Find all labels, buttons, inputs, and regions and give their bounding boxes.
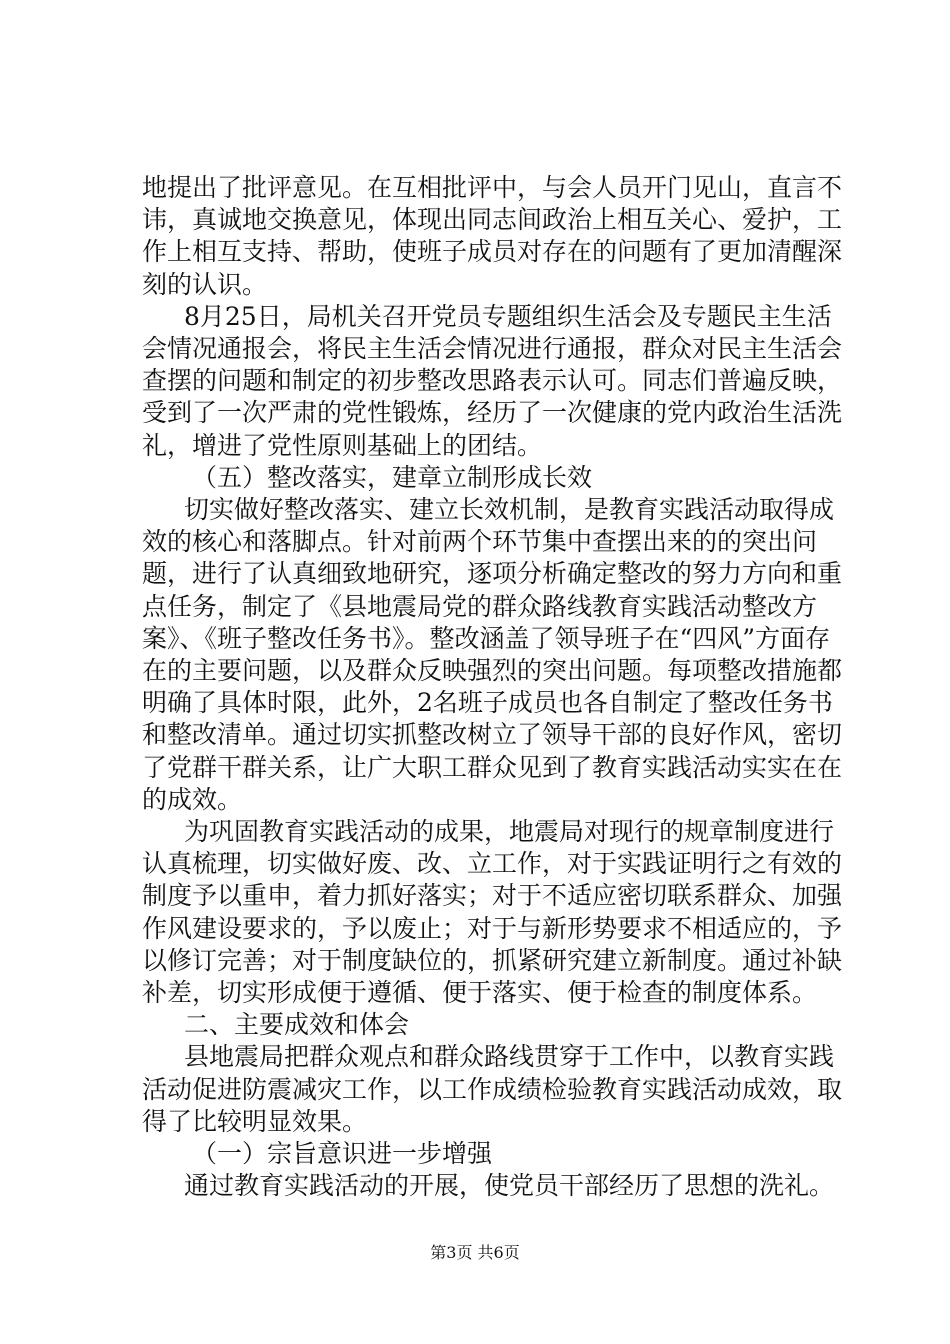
paragraph-continuation: 地提出了批评意见。在互相批评中，与会人员开门见山，直言不讳，真诚地交换意见，体现出同志间政治上相互关心、爱护，工作上相互支持、帮助，使班子成员对存在的问题有了更加清醒深刻的认识。 <box>142 173 843 299</box>
section-heading-rectification: （五）整改落实，建章立制形成长效 <box>192 462 593 492</box>
document-body <box>142 172 842 1203</box>
paragraph-purpose: 通过教育实践活动的开展，使党员干部经历了思想的洗礼。 <box>184 1171 835 1201</box>
page-number-footer: 第3页 共6页 <box>430 1243 520 1262</box>
section-heading-purpose: （一）宗旨意识进一步增强 <box>192 1139 493 1169</box>
paragraph-regulations: 为巩固教育实践活动的成果，地震局对现行的规章制度进行认真梳理，切实做好废、改、立工作，对于实践证明行之有效的制度予以重申，着力抓好落实；对于不适应密切联系群众、加强作风建设要求的，予以废止；对于与新形势要求不相适应的，予以修订完善；对于制度缺位的，抓紧研究建立新制度。通过补缺补差，切实形成便于遵循、便于落实、便于检查的制度体系。 <box>142 817 843 1008</box>
paragraph-results-intro: 县地震局把群众观点和群众路线贯穿于工作中，以教育实践活动促进防震减灾工作，以工作成绩检验教育实践活动成效，取得了比较明显效果。 <box>142 1042 843 1136</box>
paragraph-rectification: 切实做好整改落实、建立长效机制，是教育实践活动取得成效的核心和落脚点。针对前两个环节集中查摆出来的的突出问题，进行了认真细致地研究，逐项分析确定整改的努力方向和重点任务，制定了《县地震局党的群众路线教育实践活动整改方案》、《班子整改任务书》。整改涵盖了领导班子在“四风”方面存在的主要问题，以及群众反映强烈的突出问题。每项整改措施都明确了具体时限，此外，2名班子成员也各自制定了整改任务书和整改清单。通过切实抓整改树立了领导干部的良好作风，密切了党群干群关系，让广大职工群众见到了教育实践活动实实在在的成效。 <box>142 495 843 814</box>
section-heading-results: 二、主要成效和体会 <box>184 1010 410 1040</box>
paragraph-meeting-report: 8月25日，局机关召开党员专题组织生活会及专题民主生活会情况通报会，将民主生活会情况进行通报，群众对民主生活会查摆的问题和制定的初步整改思路表示认可。同志们普遍反映，受到了一次严肃的党性锻炼，经历了一次健康的党内政治生活洗礼，增进了党性原则基础上的团结。 <box>142 301 843 460</box>
